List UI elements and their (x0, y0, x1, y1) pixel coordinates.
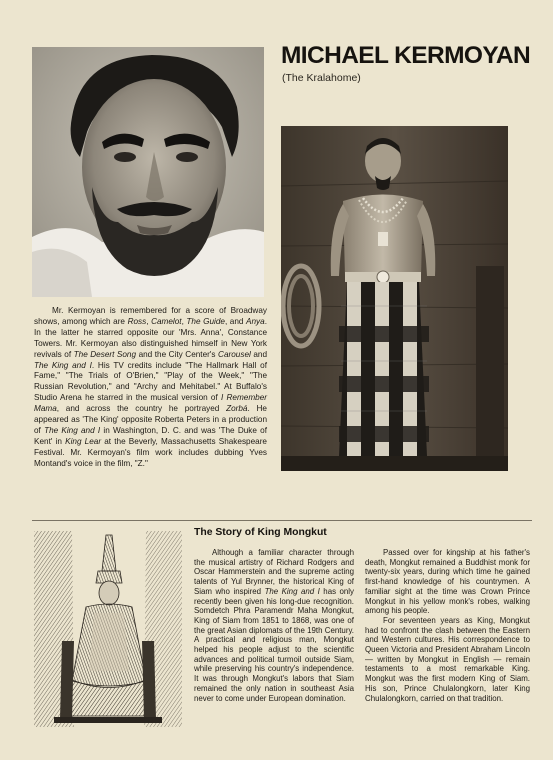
story-text: has only recently been given his long-due recognition. Somdetch Phra Paramendr Maha Mongkut, King of Siam from 1851 to 1868, was one of the great Asian diplomats of the 19th Century. A practical and religious man, Mongkut helped his people adjust to the scientific advances and political turmoil outside Siam, while preserving his country's independence. It was through Mongkut's labors that Siam remained the only nation in southeast Asia never to come under European domination. (194, 586, 354, 703)
show-title: Zorbá (226, 404, 248, 414)
costume-photo (281, 126, 508, 471)
show-title: Carousel (218, 349, 251, 359)
story-column-1 (194, 548, 354, 703)
bio-text: in Washington, D. C. and was 'The Duke of Kent' in (34, 425, 267, 446)
story-paragraph: Passed over for kingship at his father's death, Mongkut remained a Buddhist monk for twenty-six years, during which time he gained first-hand knowledge of his countrymen. A familiar sight at the time was Crown Prince Mongkut in his yellow monk's robes, walking among his people. (365, 548, 530, 616)
king-mongkut-engraving (34, 531, 182, 727)
headshot-photo (32, 47, 264, 297)
biography-paragraph (34, 306, 267, 470)
show-title: Camelot (151, 316, 182, 326)
bio-text: and (250, 349, 268, 359)
show-title: The Guide (186, 316, 225, 326)
bio-text: , and across the country he portrayed (56, 404, 227, 414)
show-title: The King and I (264, 586, 320, 596)
show-title: The Desert Song (73, 349, 137, 359)
bio-text: , (181, 316, 187, 326)
show-title: King Lear (65, 436, 102, 446)
bio-text: . His TV credits include "The Hallmark Hall of Fame," "The Trials of O'Brien," "Play of the Week," "The Russian Revolution," and "Archy and Mehitabel." At Buffalo's Studio Arena he starred in the musical version of (34, 360, 267, 403)
headshot-illustration (32, 47, 264, 297)
show-title: I Remember Mama (34, 393, 267, 414)
show-title: Anya (246, 316, 265, 326)
role-name: (The Kralahome) (282, 72, 361, 84)
bio-text: . In the latter he starred opposite our 'Mrs. Anna', Constance Towers. Mr. Kermoyan also distinguished himself in New York revivals of (34, 316, 267, 359)
bio-text: and the City Center's (136, 349, 219, 359)
story-heading: The Story of King Mongkut (194, 527, 327, 538)
bio-text: at the Beverly, Massachusetts Shakespeare Festival. Mr. Kermoyan's film work includes dubbing Yves Montand's voice in the film, "Z." (34, 436, 267, 468)
story-column-2 (365, 548, 530, 703)
actor-name: MICHAEL KERMOYAN (281, 42, 531, 69)
show-title: The King and I (34, 360, 92, 370)
engraving-illustration (34, 531, 182, 727)
bio-text: Mr. Kermoyan is remembered for a score of Broadway shows, among which are (34, 306, 267, 326)
actor-biography (34, 306, 267, 470)
bio-text: . He appeared as 'The King' opposite Roberta Peters in a production of (34, 404, 267, 435)
costume-illustration (281, 126, 508, 471)
story-text: Although a familiar character through the musical artistry of Richard Rodgers and Oscar Hammerstein and the supreme acting talents of Yul Brynner, the historical King of Siam who inspired (194, 548, 354, 596)
story-paragraph (194, 548, 354, 703)
section-divider (32, 520, 532, 521)
bio-text: , (146, 316, 152, 326)
bio-text: , and (224, 316, 247, 326)
show-title: The King and I (44, 425, 101, 435)
story-paragraph: For seventeen years as King, Mongkut had to confront the clash between the Eastern and Western cultures. His correspondence to Queen Victoria and President Abraham Lincoln — written by Mongkut in English — remain testaments to a most remarkable King. Mongkut was the first modern King of Siam. His son, Prince Chulalongkorn, later King Chulalongkorn, carried on that tradition. (365, 615, 530, 703)
show-title: Ross (127, 316, 147, 326)
